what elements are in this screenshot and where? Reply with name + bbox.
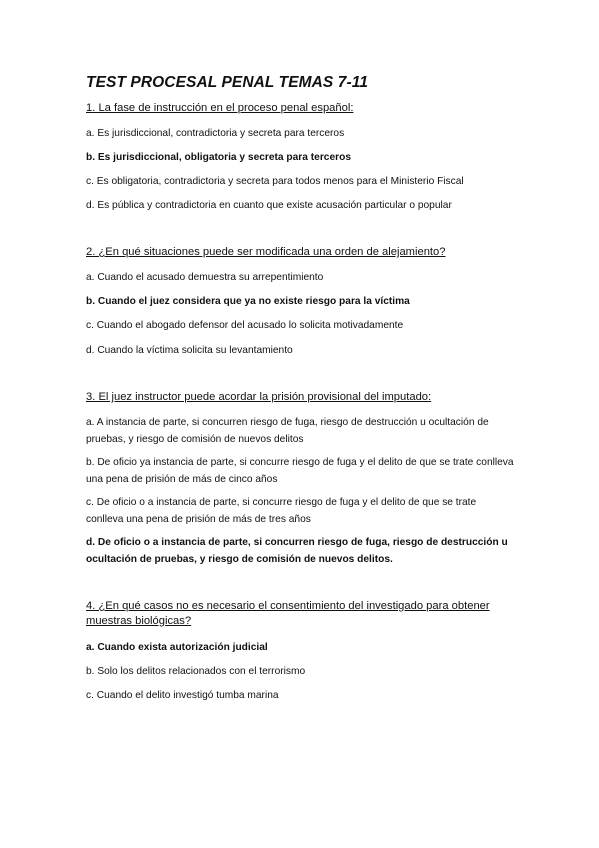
question-4: 4. ¿En qué casos no es necesario el consentimiento del investigado para obtener muestras biológicas? xyxy=(86,600,490,627)
question-1: 1. La fase de instrucción en el proceso penal español: xyxy=(86,102,354,114)
question-2-option-b: b. Cuando el juez considera que ya no existe riesgo para la víctima xyxy=(86,296,410,307)
question-4-option-c: c. Cuando el delito investigó tumba marina xyxy=(86,690,279,701)
question-1-option-b: b. Es jurisdiccional, obligatoria y secreta para terceros xyxy=(86,152,351,163)
question-2-option-c: c. Cuando el abogado defensor del acusado lo solicita motivadamente xyxy=(86,320,404,331)
question-3-option-a: a. A instancia de parte, si concurren riesgo de fuga, riesgo de destrucción u ocultación de pruebas, y riesgo de comisión de nuevos delitos xyxy=(86,417,489,445)
question-2-option-a: a. Cuando el acusado demuestra su arrepentimiento xyxy=(86,272,324,283)
question-1-option-c: c. Es obligatoria, contradictoria y secreta para todos menos para el Ministerio Fiscal xyxy=(86,176,464,187)
question-3-option-d: d. De oficio o a instancia de parte, si concurren riesgo de fuga, riesgo de destrucción u ocultación de pruebas, y riesgo de comisión de nuevos delitos. xyxy=(86,537,508,565)
document-title: TEST PROCESAL PENAL TEMAS 7-11 xyxy=(86,74,369,91)
question-2-option-d: d. Cuando la víctima solicita su levantamiento xyxy=(86,345,293,356)
question-3-option-b: b. De oficio ya instancia de parte, si concurre riesgo de fuga y el delito de que se trate conlleva una pena de prisión de más de cinco años xyxy=(86,457,514,485)
question-3-option-c: c. De oficio o a instancia de parte, si concurre riesgo de fuga y el delito de que se trate conlleva una pena de prisión de más de tres años xyxy=(86,497,477,525)
question-3: 3. El juez instructor puede acordar la prisión provisional del imputado: xyxy=(86,391,432,403)
question-1-option-d: d. Es pública y contradictoria en cuanto que existe acusación particular o popular xyxy=(86,200,452,211)
question-2: 2. ¿En qué situaciones puede ser modificada una orden de alejamiento? xyxy=(86,246,446,258)
question-4-option-a: a. Cuando exista autorización judicial xyxy=(86,642,268,653)
question-1-option-a: a. Es jurisdiccional, contradictoria y secreta para terceros xyxy=(86,128,345,139)
question-4-option-b: b. Solo los delitos relacionados con el terrorismo xyxy=(86,666,306,677)
